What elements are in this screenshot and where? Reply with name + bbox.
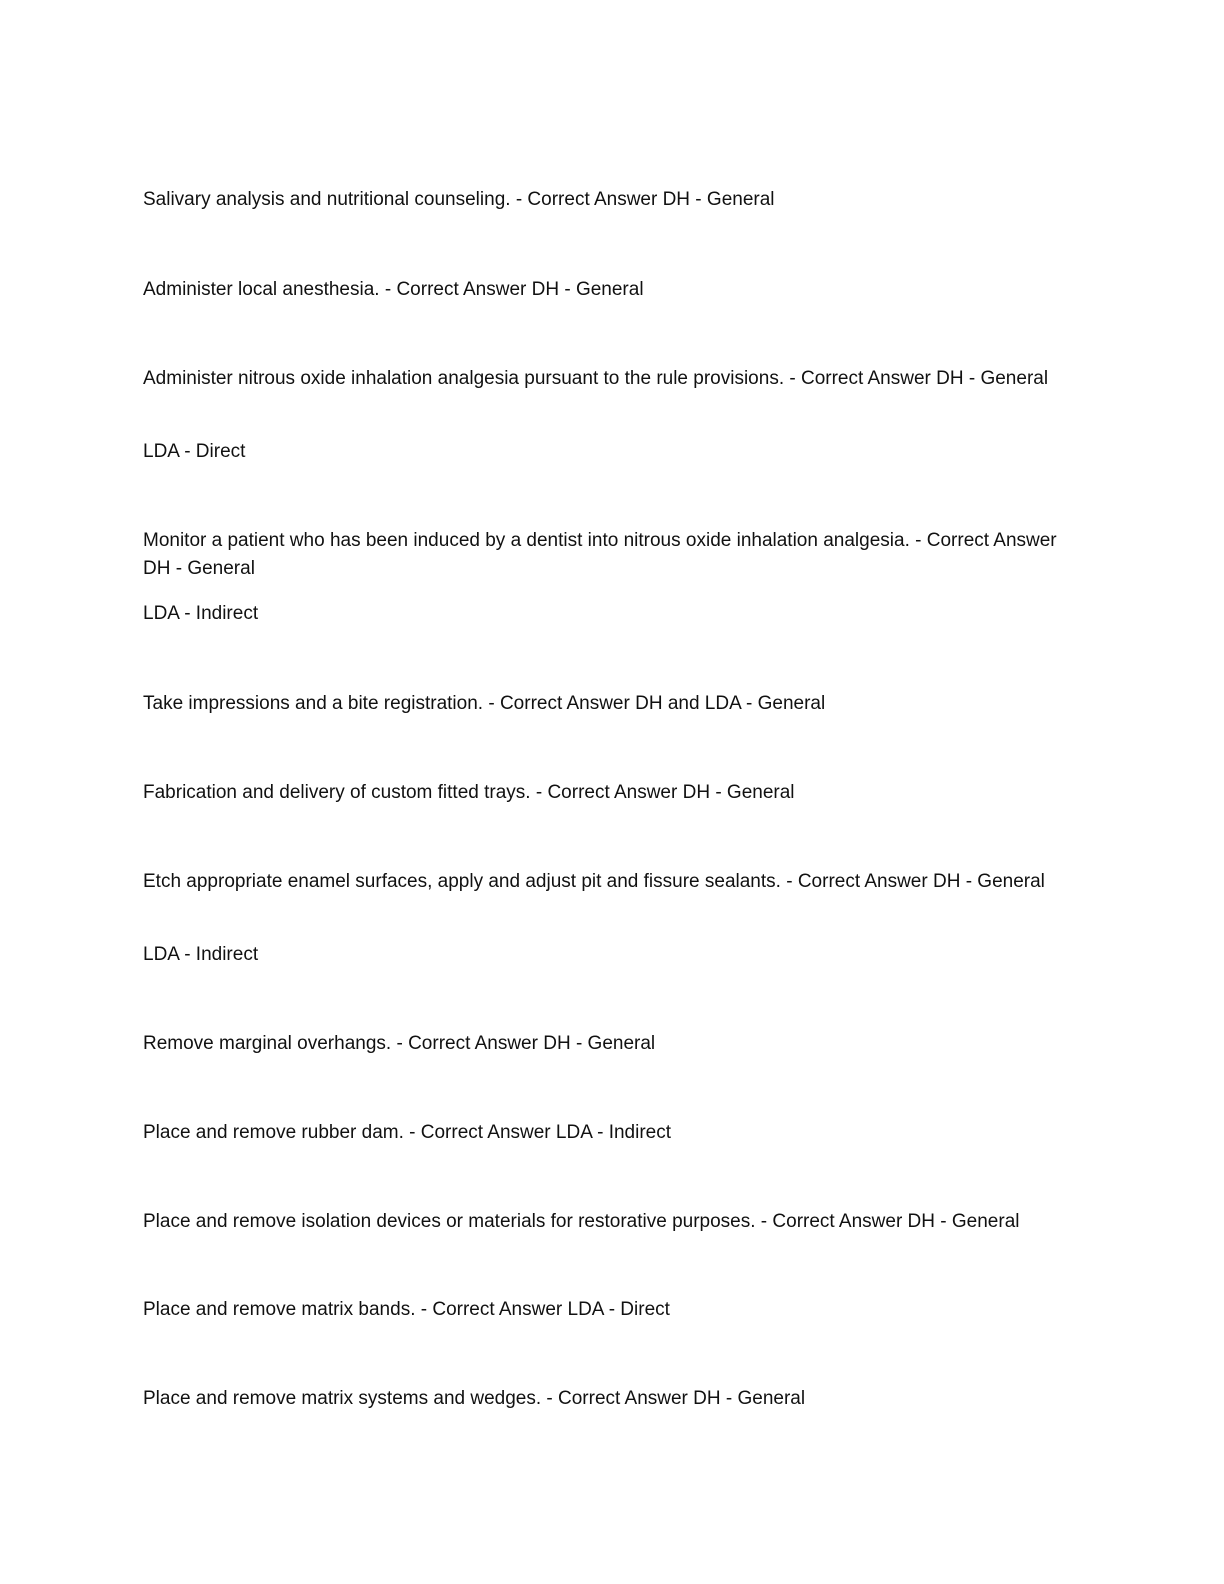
entry-answer: - Correct Answer LDA - Direct xyxy=(420,1299,670,1320)
entry-answer: - Correct Answer DH - General xyxy=(786,871,1045,892)
entry-custom-trays xyxy=(143,779,1073,807)
entry-answer: - Correct Answer DH - General xyxy=(143,530,1057,579)
entry-nitrous-oxide-administer xyxy=(143,365,1073,393)
entry-salivary-analysis xyxy=(143,186,1073,214)
entry-answer: - Correct Answer DH - General xyxy=(789,368,1049,389)
entry-answer: - Correct Answer DH - General xyxy=(384,279,644,300)
entry-question: Place and remove isolation devices or materials for restorative purposes. xyxy=(143,1211,756,1232)
entry-answer: - Correct Answer DH - General xyxy=(760,1211,1020,1232)
entry-matrix-bands xyxy=(143,1296,1073,1324)
entry-impressions xyxy=(143,690,1073,718)
entry-question: Place and remove matrix systems and wedges. xyxy=(143,1388,542,1409)
entry-question: Place and remove matrix bands. xyxy=(143,1299,416,1320)
entry-question: Take impressions and a bite registration. xyxy=(143,693,484,714)
entry-local-anesthesia xyxy=(143,276,1073,304)
entry-answer: - Correct Answer LDA - Indirect xyxy=(409,1122,672,1143)
entry-isolation-devices xyxy=(143,1208,1073,1236)
entry-question: Administer nitrous oxide inhalation analgesia pursuant to the rule provisions. xyxy=(143,368,785,389)
entry-nitrous-oxide-monitor xyxy=(143,527,1073,583)
entry-extra: LDA - Indirect xyxy=(143,603,259,624)
entry-matrix-systems xyxy=(143,1385,1073,1413)
entry-sealants xyxy=(143,868,1073,896)
entry-question: Administer local anesthesia. xyxy=(143,279,380,300)
entry-question: Monitor a patient who has been induced by a dentist into nitrous oxide inhalation analgesia. xyxy=(143,530,910,551)
entry-question: Fabrication and delivery of custom fitted trays. xyxy=(143,782,531,803)
entry-question: Etch appropriate enamel surfaces, apply and adjust pit and fissure sealants. xyxy=(143,871,781,892)
entry-question: Salivary analysis and nutritional counseling. xyxy=(143,189,511,210)
entry-answer: - Correct Answer DH and LDA - General xyxy=(488,693,826,714)
entry-answer: - Correct Answer DH - General xyxy=(535,782,795,803)
entry-answer: - Correct Answer DH - General xyxy=(546,1388,806,1409)
entry-rubber-dam xyxy=(143,1119,1073,1147)
entry-question: Remove marginal overhangs. xyxy=(143,1033,392,1054)
entry-question: Place and remove rubber dam. xyxy=(143,1122,404,1143)
entry-answer: - Correct Answer DH - General xyxy=(396,1033,656,1054)
entry-marginal-overhangs xyxy=(143,1030,1073,1058)
entry-answer: - Correct Answer DH - General xyxy=(515,189,775,210)
entry-extra: LDA - Indirect xyxy=(143,944,259,965)
entry-extra: LDA - Direct xyxy=(143,441,246,462)
